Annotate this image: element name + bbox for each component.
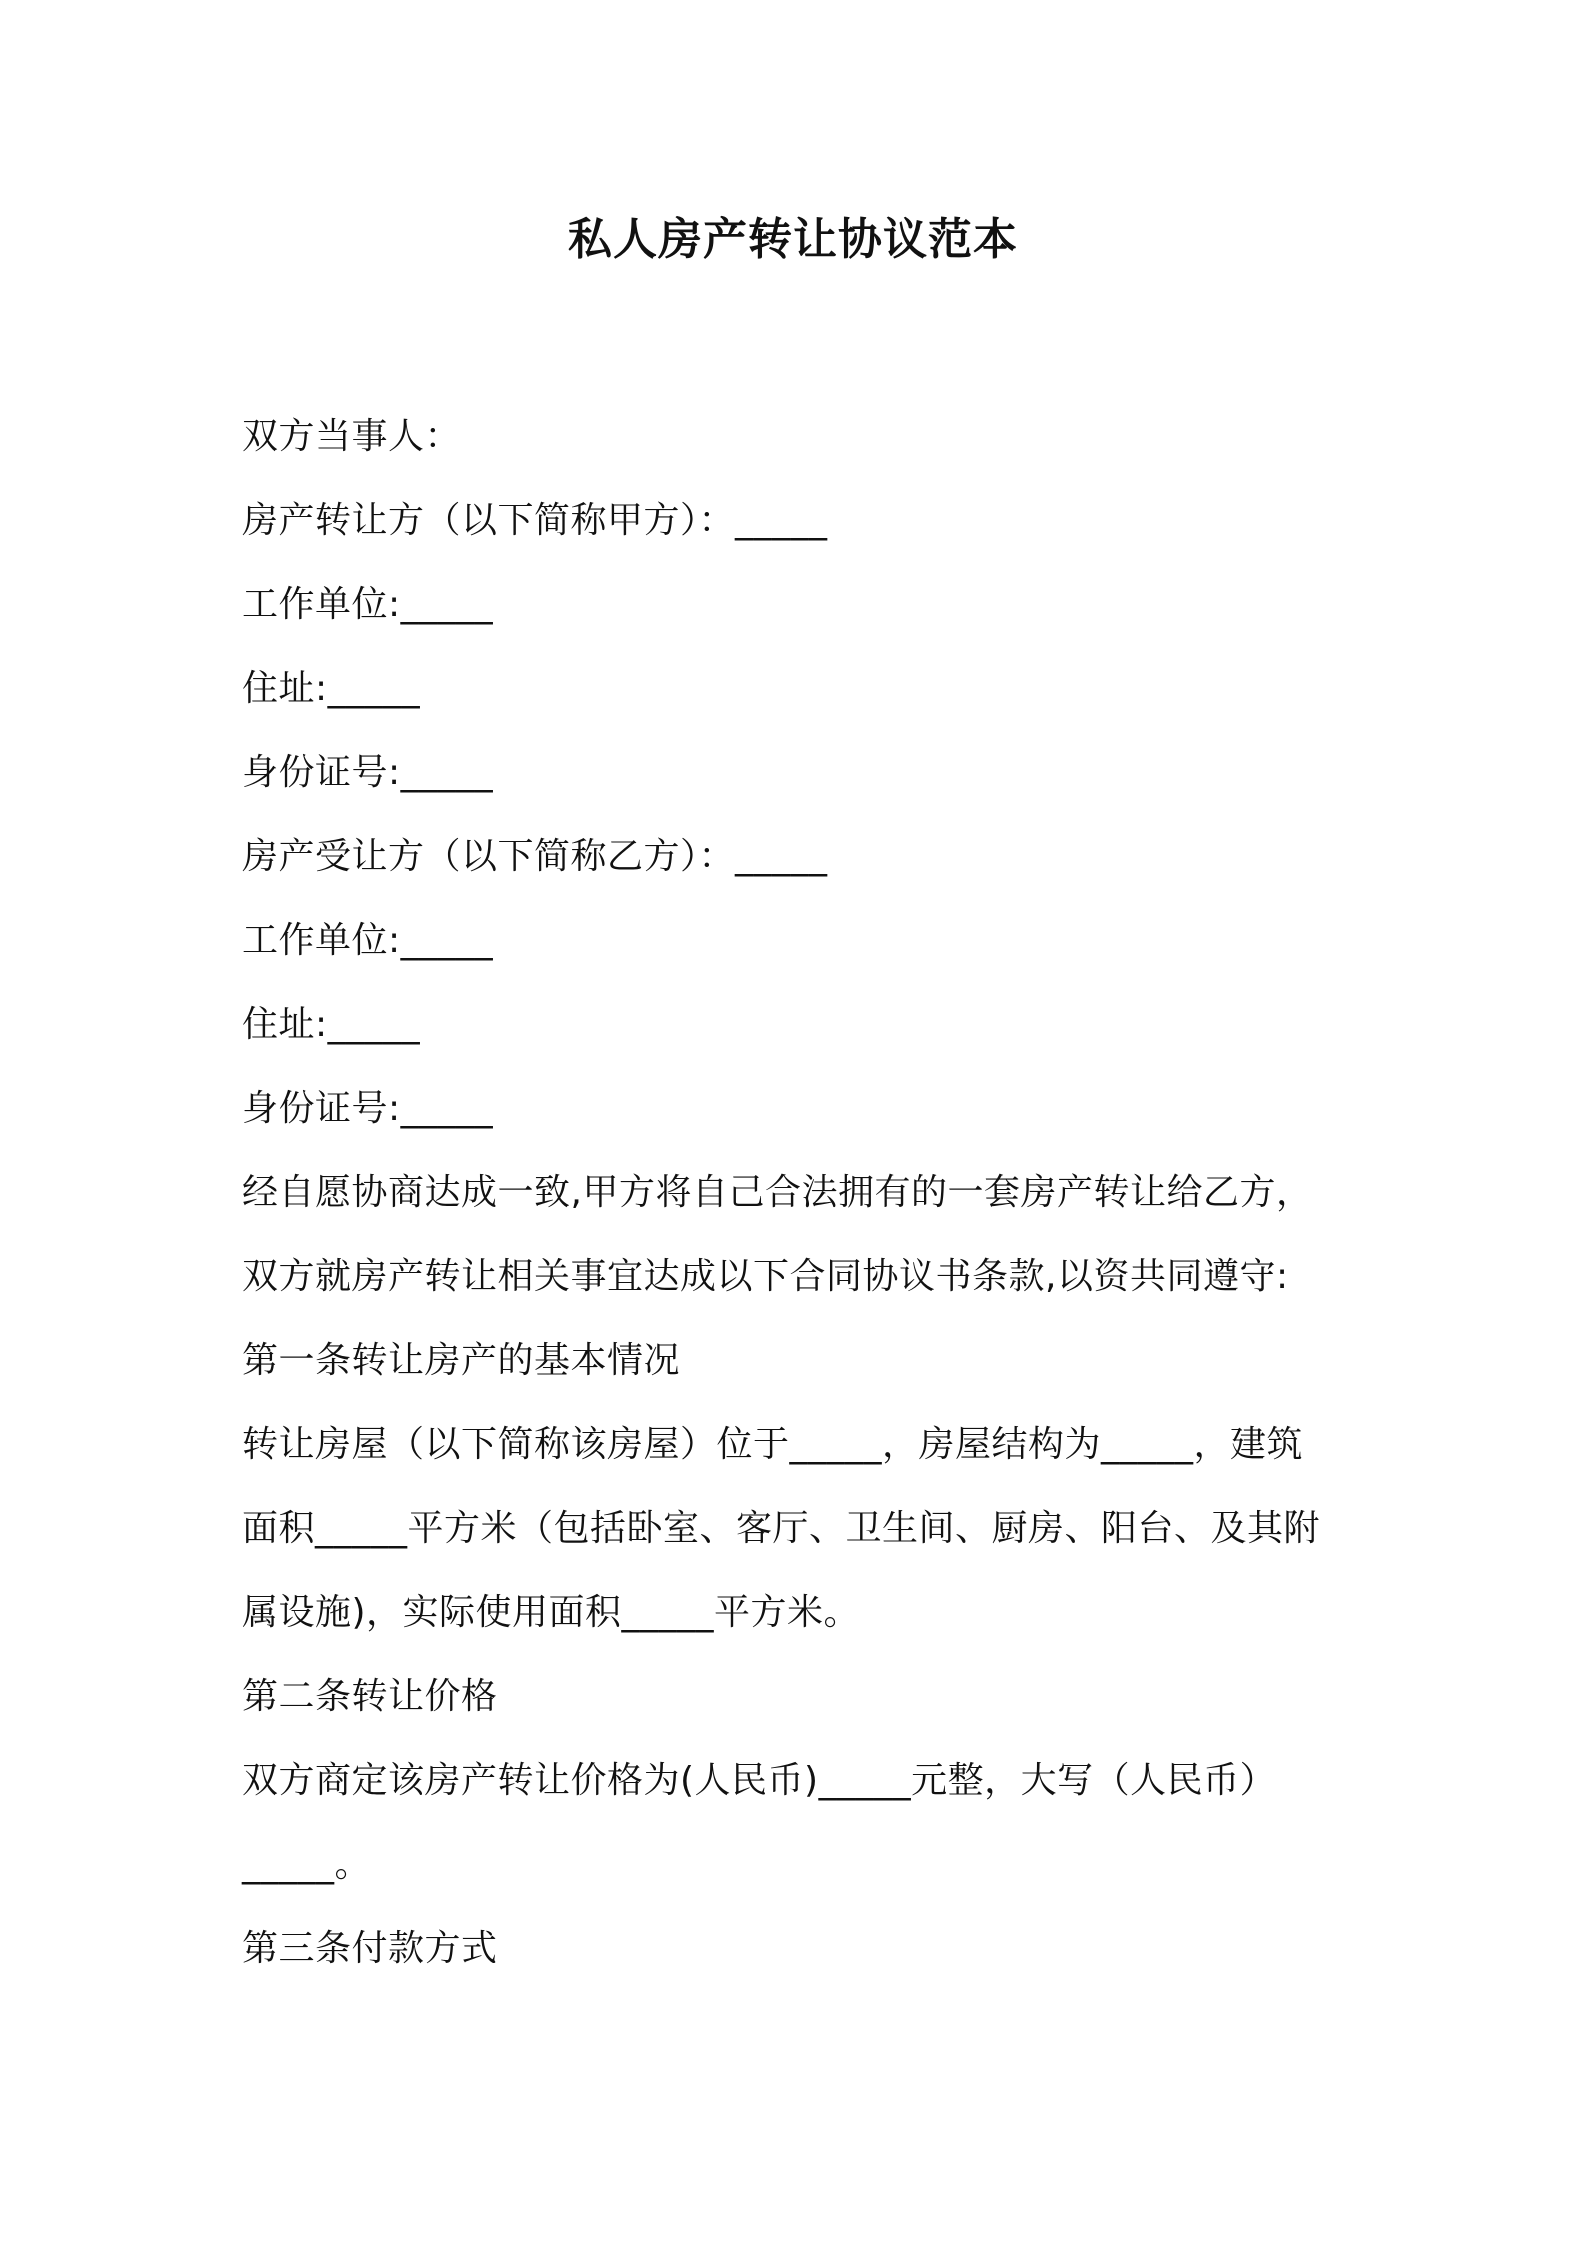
party-b-employer: 工作单位:_____ (242, 920, 494, 961)
article-3-heading: 第三条付款方式 (242, 1928, 498, 1969)
party-a-employer: 工作单位:_____ (242, 584, 494, 625)
article-2-line-1: 双方商定该房产转让价格为(人民币)_____元整，大写（人民币） (242, 1760, 1277, 1801)
document-title: 私人房产转让协议范本 (568, 214, 1018, 265)
party-b-line: 房产受让方（以下简称乙方）：_____ (242, 836, 828, 877)
party-a-line: 房产转让方（以下简称甲方）：_____ (242, 500, 828, 541)
article-2-line-2: _____。 (242, 1844, 372, 1885)
parties-heading: 双方当事人： (242, 416, 462, 457)
article-2-heading: 第二条转让价格 (242, 1676, 498, 1717)
party-b-id-number: 身份证号:_____ (242, 1088, 494, 1129)
party-a-address: 住址:_____ (242, 668, 421, 709)
article-1-line-2: 面积_____平方米（包括卧室、客厅、卫生间、厨房、阳台、及其附 (242, 1508, 1321, 1549)
preamble-line-2: 双方就房产转让相关事宜达成以下合同协议书条款,以资共同遵守: (242, 1256, 1289, 1297)
party-b-address: 住址:_____ (242, 1004, 421, 1045)
article-1-line-3: 属设施)，实际使用面积_____平方米。 (242, 1592, 861, 1633)
preamble-line-1: 经自愿协商达成一致,甲方将自己合法拥有的一套房产转让给乙方， (242, 1172, 1313, 1213)
article-1-line-1: 转让房屋（以下简称该房屋）位于_____，房屋结构为_____，建筑 (242, 1424, 1304, 1465)
party-a-id-number: 身份证号:_____ (242, 752, 494, 793)
article-1-heading: 第一条转让房产的基本情况 (242, 1340, 681, 1381)
